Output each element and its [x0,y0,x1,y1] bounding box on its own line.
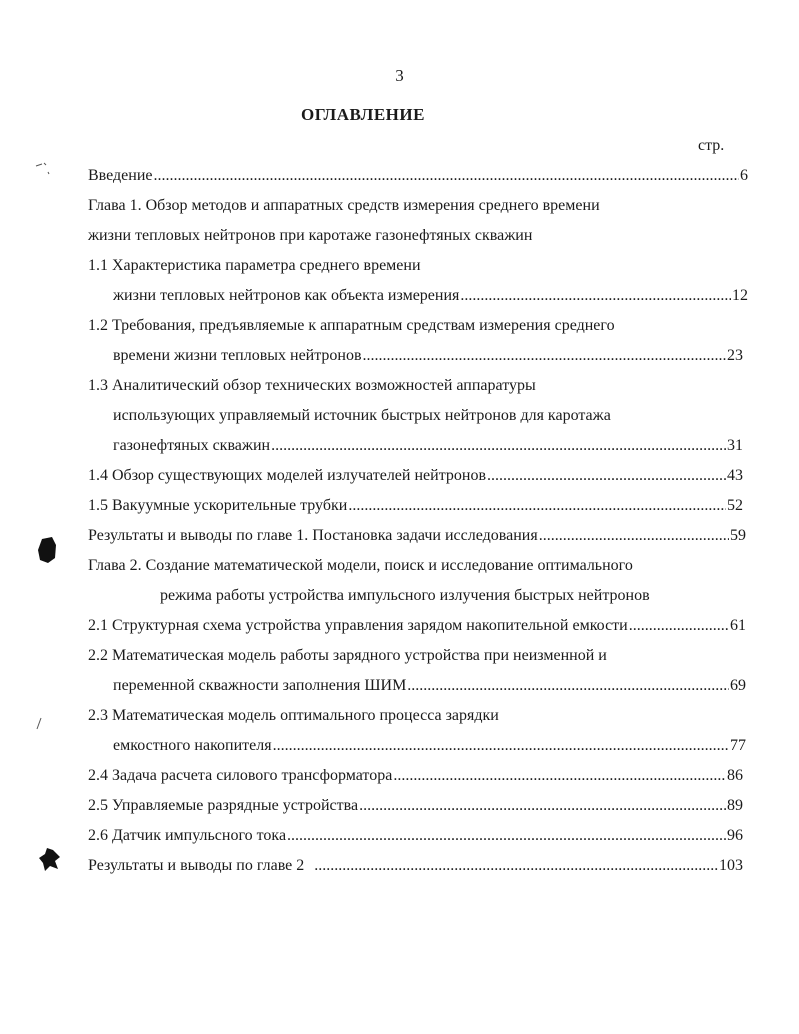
toc-entry [113,346,743,366]
toc-entry [88,196,600,216]
dot-leader [359,796,726,816]
toc-entry-text: 1.1 Характеристика параметра среднего времени [88,257,421,274]
toc-entry [113,736,746,756]
toc-entry [88,316,615,336]
dot-leader [487,466,726,486]
dot-leader [287,826,726,846]
toc-entry [113,286,748,306]
toc-entry [88,526,746,546]
toc-entry [88,556,633,576]
toc-entry [160,586,650,606]
toc-entry [113,436,743,456]
toc-entry-page: 103 [719,857,743,874]
dot-leader [460,286,731,306]
toc-entry-page: 86 [727,767,743,784]
toc-entry-text: 2.3 Математическая модель оптимального процесса зарядки [88,707,499,724]
dot-leader [363,346,726,366]
toc-entry-text: 2.4 Задача расчета силового трансформатора [88,767,393,784]
toc-entry-text: Введение [88,167,153,184]
toc-entry-text: времени жизни тепловых нейтронов [113,347,362,364]
toc-entry-page: 96 [727,827,743,844]
toc-entry-page: 61 [730,617,746,634]
ink-blot [36,536,58,564]
dot-leader [539,526,729,546]
dot-leader [154,166,740,186]
toc-entry-text: газонефтяных скважин [113,437,271,454]
toc-entry-text: 2.6 Датчик импульсного тока [88,827,287,844]
toc-entry-page: 12 [732,287,748,304]
toc-entry-text: жизни тепловых нейтронов как объекта измерения [113,287,460,304]
toc-entry [88,166,748,186]
toc-entry [88,706,499,726]
toc-entry [88,826,743,846]
toc-entry-text: режима работы устройства импульсного излучения быстрых нейтронов [160,587,650,604]
toc-entry [88,226,532,246]
toc-entry-page: 43 [727,467,743,484]
page-number: 3 [395,66,404,85]
toc-entry-page: 6 [740,167,748,184]
scan-speck [34,160,54,178]
dot-leader [407,676,729,696]
toc-entry-text: емкостного накопителя [113,737,272,754]
toc-entry-text: Результаты и выводы по главе 1. Постановка задачи исследования [88,527,538,544]
toc-entry-text: Результаты и выводы по главе 2 [88,857,305,874]
toc-entry [88,616,746,636]
ink-blot [38,846,62,872]
scan-speck [34,716,44,732]
toc-entry-page: 23 [727,347,743,364]
toc-entry [88,256,421,276]
toc-entry-page: 52 [727,497,743,514]
toc-entry-text: 1.2 Требования, предъявляемые к аппаратным средствам измерения среднего [88,317,615,334]
toc-entry-text: 2.1 Структурная схема устройства управления зарядом накопительной емкости [88,617,628,634]
toc-entry-text: 1.4 Обзор существующих моделей излучателей нейтронов [88,467,486,484]
toc-entry [113,406,611,426]
toc-entry [88,766,743,786]
toc-entry-page: 59 [730,527,746,544]
page-column-label: стр. [698,137,725,154]
toc-entry [88,496,743,516]
toc-entry-page: 31 [727,437,743,454]
dot-leader [629,616,729,636]
toc-entry [88,466,743,486]
toc-entry [88,796,743,816]
toc-entry-text: использующих управляемый источник быстрых нейтронов для каротажа [113,407,611,424]
toc-entry-text: переменной скважности заполнения ШИМ [113,677,407,694]
toc-entry-page: 77 [730,737,746,754]
toc-entry [113,676,746,696]
dot-leader [393,766,726,786]
toc-entry [88,376,536,396]
page-title: ОГЛАВЛЕНИЕ [301,105,425,124]
toc-entry-text: 1.3 Аналитический обзор технических возможностей аппаратуры [88,377,536,394]
toc-entry-text: 2.5 Управляемые разрядные устройства [88,797,359,814]
toc-entry-text: 2.2 Математическая модель работы зарядного устройства при неизменной и [88,647,607,664]
toc-entry-text: Глава 2. Создание математической модели, поиск и исследование оптимального [88,557,633,574]
toc-entry [88,646,607,666]
toc-entry [88,856,743,876]
dot-leader [348,496,726,516]
dot-leader [273,736,729,756]
toc-entry-page: 89 [727,797,743,814]
dot-leader [271,436,726,456]
toc-entry-page: 69 [730,677,746,694]
toc-entry-text: Глава 1. Обзор методов и аппаратных средств измерения среднего времени [88,197,600,214]
toc-entry-text: 1.5 Вакуумные ускорительные трубки [88,497,348,514]
toc-entry-text: жизни тепловых нейтронов при каротаже газонефтяных скважин [88,227,533,244]
dot-leader [314,856,718,876]
